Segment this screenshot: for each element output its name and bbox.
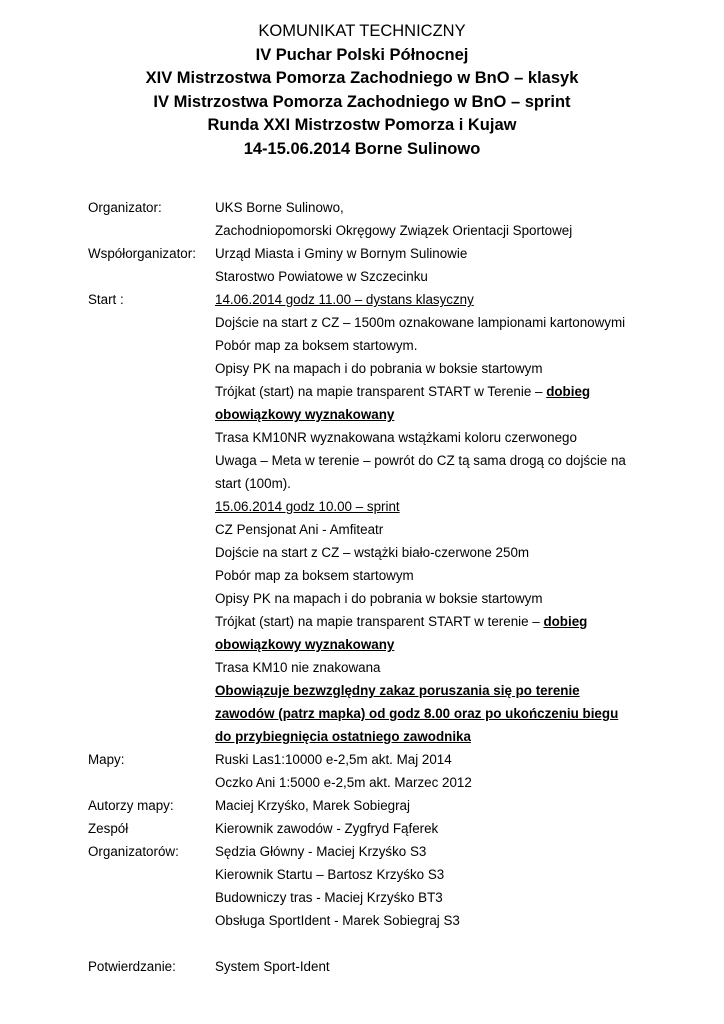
embargo-note: do przybiegnięcia ostatniego zawodnika bbox=[215, 729, 471, 744]
event-title-2: XIV Mistrzostwa Pomorza Zachodniego w BnO – klasyk bbox=[145, 69, 579, 87]
mandatory-note: dobieg bbox=[543, 614, 588, 629]
start-detail: Trójkat (start) na mapie transparent START w Terenie – bbox=[215, 384, 547, 399]
team-row bbox=[88, 840, 708, 863]
embargo-row bbox=[88, 725, 708, 748]
team-row bbox=[88, 886, 708, 909]
start-detail-row bbox=[88, 334, 708, 357]
start-detail: Opisy PK na mapach i do pobrania w boksie startowym bbox=[215, 361, 543, 376]
confirmation-value: System Sport-Ident bbox=[215, 959, 330, 974]
classic-date: 14.06.2014 godz 11.00 – dystans klasyczny bbox=[215, 292, 474, 307]
start-detail-row bbox=[88, 472, 708, 495]
start-detail-row bbox=[88, 403, 708, 426]
organizer-value: UKS Borne Sulinowo, bbox=[215, 200, 344, 215]
start-detail-row bbox=[88, 449, 708, 472]
start-detail-row bbox=[88, 656, 708, 679]
coorganizer-value: Urząd Miasta i Gminy w Bornym Sulinowie bbox=[215, 246, 468, 261]
start-detail-row bbox=[88, 380, 708, 403]
info-table bbox=[88, 196, 708, 978]
map-entry: Ruski Las1:10000 e-2,5m akt. Maj 2014 bbox=[215, 752, 452, 767]
team-row bbox=[88, 863, 708, 886]
start-detail-row bbox=[88, 541, 708, 564]
start-detail: Trasa KM10 nie znakowana bbox=[215, 660, 381, 675]
start-detail-row bbox=[88, 633, 708, 656]
start-detail-row bbox=[88, 426, 708, 449]
start-detail-row bbox=[88, 564, 708, 587]
organizer-label: Organizator: bbox=[88, 200, 162, 215]
start-detail: start (100m). bbox=[215, 476, 291, 491]
sprint-date: 15.06.2014 godz 10.00 – sprint bbox=[215, 499, 400, 514]
mandatory-note: obowiązkowy wyznakowany bbox=[215, 407, 395, 422]
embargo-row bbox=[88, 702, 708, 725]
start-detail: Trasa KM10NR wyznakowana wstążkami koloru czerwonego bbox=[215, 430, 577, 445]
confirmation-label: Potwierdzanie: bbox=[88, 959, 176, 974]
coorganizer-value-2: Starostwo Powiatowe w Szczecinku bbox=[215, 269, 428, 284]
start-detail: Pobór map za boksem startowym bbox=[215, 568, 414, 583]
map-authors-label: Autorzy mapy: bbox=[88, 798, 174, 813]
start-label: Start : bbox=[88, 292, 124, 307]
team-member: Obsługa SportIdent - Marek Sobiegraj S3 bbox=[215, 913, 460, 928]
team-row bbox=[88, 817, 708, 840]
start-detail-row bbox=[88, 610, 708, 633]
map-authors-row bbox=[88, 794, 708, 817]
event-title-3: IV Mistrzostwa Pomorza Zachodniego w BnO – sprint bbox=[153, 92, 571, 111]
team-member: Sędzia Główny - Maciej Krzyśko S3 bbox=[215, 844, 427, 859]
start-detail-row bbox=[88, 357, 708, 380]
map-authors-value: Maciej Krzyśko, Marek Sobiegraj bbox=[215, 798, 410, 813]
coorganizer-row-2 bbox=[88, 265, 708, 288]
organizer-row-2 bbox=[88, 219, 708, 242]
spacer bbox=[88, 932, 708, 955]
maps-row bbox=[88, 748, 708, 771]
team-member: Kierownik Startu – Bartosz Krzyśko S3 bbox=[215, 867, 445, 882]
event-title-4: Runda XXI Mistrzostw Pomorza i Kujaw bbox=[207, 116, 517, 134]
start-row bbox=[88, 288, 708, 311]
team-label: Zespół bbox=[88, 821, 129, 836]
start-detail-row bbox=[88, 587, 708, 610]
mandatory-note: obowiązkowy wyznakowany bbox=[215, 637, 395, 652]
start-detail-row bbox=[88, 518, 708, 541]
document-header bbox=[0, 20, 724, 161]
mandatory-note: dobieg bbox=[546, 384, 591, 399]
embargo-note: zawodów (patrz mapka) od godz 8.00 oraz po ukończeniu biegu bbox=[215, 706, 619, 721]
team-member: Kierownik zawodów - Zygfryd Fąferek bbox=[215, 821, 439, 836]
organizer-row bbox=[88, 196, 708, 219]
start-detail: Opisy PK na mapach i do pobrania w boksie startowym bbox=[215, 591, 543, 606]
embargo-note: Obowiązuje bezwzględny zakaz poruszania się po terenie bbox=[215, 683, 580, 698]
start-detail: Dojście na start z CZ – wstążki biało-czerwone 250m bbox=[215, 545, 530, 560]
maps-label: Mapy: bbox=[88, 752, 125, 767]
document-title: KOMUNIKAT TECHNICZNY bbox=[258, 22, 466, 40]
event-title-1: IV Puchar Polski Północnej bbox=[255, 45, 469, 64]
team-label-2: Organizatorów: bbox=[88, 844, 179, 859]
start-detail: Trójkat (start) na mapie transparent START w terenie – bbox=[215, 614, 544, 629]
start-detail: Uwaga – Meta w terenie – powrót do CZ tą sama drogą co dojście na bbox=[215, 453, 626, 468]
team-member: Budowniczy tras - Maciej Krzyśko BT3 bbox=[215, 890, 443, 905]
coorganizer-label: Współorganizator: bbox=[88, 246, 196, 261]
start-detail: CZ Pensjonat Ani - Amfiteatr bbox=[215, 522, 384, 537]
coorganizer-row bbox=[88, 242, 708, 265]
embargo-row bbox=[88, 679, 708, 702]
team-row bbox=[88, 909, 708, 932]
start-detail-row bbox=[88, 311, 708, 334]
map-entry: Oczko Ani 1:5000 e-2,5m akt. Marzec 2012 bbox=[215, 775, 472, 790]
organizer-value-2: Zachodniopomorski Okręgowy Związek Orientacji Sportowej bbox=[215, 223, 573, 238]
maps-row-2 bbox=[88, 771, 708, 794]
sprint-row bbox=[88, 495, 708, 518]
start-detail: Pobór map za boksem startowym. bbox=[215, 338, 418, 353]
confirmation-row bbox=[88, 955, 708, 978]
event-date: 14-15.06.2014 Borne Sulinowo bbox=[243, 139, 481, 158]
start-detail: Dojście na start z CZ – 1500m oznakowane lampionami kartonowymi bbox=[215, 315, 626, 330]
